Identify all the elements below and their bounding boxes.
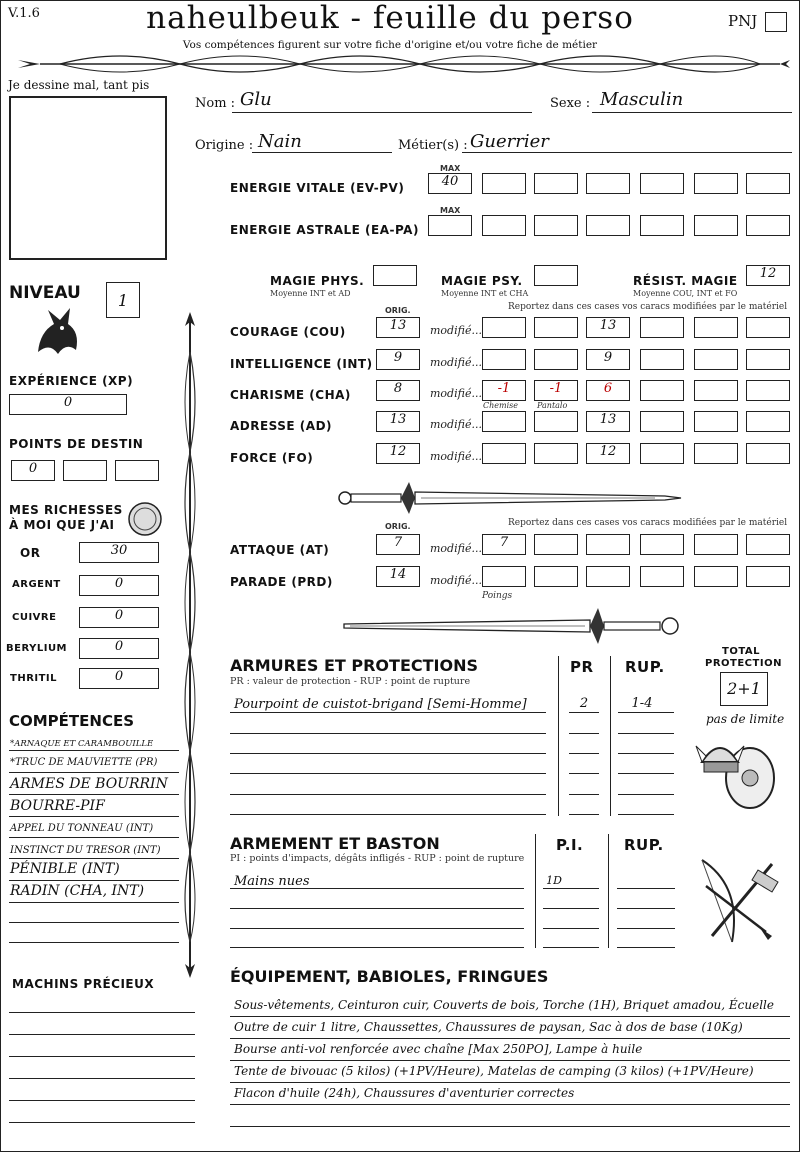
carac-m6-int[interactable]	[746, 349, 790, 370]
at-m2-box[interactable]	[534, 534, 578, 555]
nom-label: Nom :	[195, 96, 236, 111]
portrait-caption: Je dessine mal, tant pis	[8, 78, 150, 92]
poings-note: Poings	[482, 591, 513, 601]
carac-m5-int[interactable]	[694, 349, 738, 370]
caracs-note: Reportez dans ces cases vos caracs modifiées par le matériel	[508, 302, 788, 312]
sheet-subtitle: Vos compétences figurent sur votre fiche d'origine et/ou votre fiche de métier	[182, 39, 598, 51]
at-label: ATTAQUE (AT)	[230, 543, 330, 557]
thritil-box[interactable]: 0	[79, 668, 159, 689]
sword-icon	[335, 478, 685, 518]
prd-m4-box[interactable]	[640, 566, 684, 587]
armement-pi-line	[543, 928, 599, 929]
armure-rup-line	[618, 733, 674, 734]
armure-rup-line	[618, 794, 674, 795]
equipement-rule	[230, 1016, 790, 1017]
destin-label: POINTS DE DESTIN	[9, 437, 144, 451]
armure-row-line	[230, 712, 546, 713]
ev-box-4[interactable]	[586, 173, 630, 194]
xp-label: EXPÉRIENCE (XP)	[9, 374, 134, 388]
niveau-box[interactable]: 1	[106, 282, 140, 318]
carac-label-ad: ADRESSE (AD)	[230, 419, 333, 433]
carac-m5-cou[interactable]	[694, 317, 738, 338]
ea-box-6[interactable]	[694, 215, 738, 236]
competence-line	[9, 816, 179, 817]
ev-box-2[interactable]	[482, 173, 526, 194]
carac-m5-ad[interactable]	[694, 411, 738, 432]
combat-note: Reportez dans ces cases vos caracs modifiées par le matériel	[508, 518, 788, 528]
prd-m3-box[interactable]	[586, 566, 630, 587]
dragon-emblem-icon	[30, 302, 86, 360]
carac-m3-cha[interactable]: 6	[586, 380, 630, 401]
armement-row-line	[230, 908, 524, 909]
carac-m3-int[interactable]: 9	[586, 349, 630, 370]
carac-modif-fo: modifié...	[430, 450, 482, 463]
ea-box-2[interactable]	[482, 215, 526, 236]
resist-magie-note: Moyenne COU, INT et FO	[633, 289, 738, 298]
armure-pr-line	[569, 773, 599, 774]
cuivre-label: CUIVRE	[12, 612, 57, 623]
carac-orig-cha[interactable]: 8	[376, 380, 420, 401]
armement-title: ARMEMENT ET BASTON	[230, 834, 440, 853]
equipement-rule	[230, 1126, 790, 1127]
machins-line	[9, 1012, 195, 1013]
at-m1-box[interactable]: 7	[482, 534, 526, 555]
equipement-rule	[230, 1082, 790, 1083]
carac-m3-fo[interactable]: 12	[586, 443, 630, 464]
competence-item: *TRUC DE MAUVIETTE (PR)	[10, 757, 158, 768]
competence-item: BOURRE-PIF	[10, 798, 105, 814]
total-protection-label-1: TOTAL	[722, 646, 760, 657]
origine-label: Origine :	[195, 138, 254, 153]
carac-m2-cha[interactable]: -1	[534, 380, 578, 401]
equipement-rule	[230, 1038, 790, 1039]
machins-line	[9, 1122, 195, 1123]
prd-m2-box[interactable]	[534, 566, 578, 587]
at-orig-box[interactable]: 7	[376, 534, 420, 555]
xp-box[interactable]: 0	[9, 394, 127, 415]
competence-line	[9, 858, 179, 859]
competence-line	[9, 837, 179, 838]
competence-line	[9, 772, 179, 773]
armure-item-rup[interactable]: 1-4	[631, 696, 653, 711]
armure-item[interactable]: Pourpoint de cuistot-brigand [Semi-Homme]	[234, 697, 527, 712]
carac-m1-ad[interactable]	[482, 411, 526, 432]
armement-rup-header: RUP.	[624, 836, 664, 854]
armure-pr-line	[569, 794, 599, 795]
carac-m6-cou[interactable]	[746, 317, 790, 338]
carac-m1-int[interactable]	[482, 349, 526, 370]
armement-row-line	[230, 947, 524, 948]
cha-note-pantalo: Pantalo	[537, 401, 568, 410]
armement-item[interactable]: Mains nues	[234, 874, 310, 889]
prd-modif-label: modifié...	[430, 574, 482, 587]
armement-rup-line	[617, 908, 675, 909]
at-m5-box[interactable]	[694, 534, 738, 555]
argent-box[interactable]: 0	[79, 575, 159, 596]
ea-box-5[interactable]	[640, 215, 684, 236]
sexe-label: Sexe :	[550, 96, 591, 111]
berylium-box[interactable]: 0	[79, 638, 159, 659]
armement-rup-line	[617, 888, 675, 889]
ea-box-4[interactable]	[586, 215, 630, 236]
equipement-line-text[interactable]: Tente de bivouac (5 kilos) (+1PV/Heure), Matelas de camping (3 kilos) (+1PV/Heure)	[234, 1064, 754, 1078]
resist-magie-label: RÉSIST. MAGIE	[633, 274, 738, 288]
combat-orig-label: ORIG.	[385, 522, 411, 531]
magie-psy-label: MAGIE PSY.	[441, 274, 523, 288]
carac-m2-int[interactable]	[534, 349, 578, 370]
magie-phys-label: MAGIE PHYS.	[270, 274, 365, 288]
ev-max-label: MAX	[440, 164, 461, 173]
armure-row-line	[230, 733, 546, 734]
carac-m6-fo[interactable]	[746, 443, 790, 464]
carac-orig-ad[interactable]: 13	[376, 411, 420, 432]
equipement-rule	[230, 1060, 790, 1061]
version-label: V.1.6	[8, 6, 40, 21]
spear-divider-decoration	[178, 312, 202, 978]
cuivre-box[interactable]: 0	[79, 607, 159, 628]
origine-value[interactable]: Nain	[258, 131, 302, 152]
armement-pi-line	[543, 908, 599, 909]
berylium-label: BERYLIUM	[6, 643, 68, 654]
armure-pr-line	[569, 753, 599, 754]
total-protection-box[interactable]: 2+1	[720, 672, 768, 706]
armures-subtitle: PR : valeur de protection - RUP : point de rupture	[230, 676, 471, 687]
destin-box-2[interactable]	[63, 460, 107, 481]
machins-line	[9, 1056, 195, 1057]
competence-item: APPEL DU TONNEAU (INT)	[10, 823, 154, 834]
armure-rup-line	[618, 814, 674, 815]
caracs-orig-label: ORIG.	[385, 306, 411, 315]
armure-row-line	[230, 814, 546, 815]
magie-phys-box[interactable]	[373, 265, 417, 286]
at-modif-label: modifié...	[430, 542, 482, 555]
carac-m6-cha[interactable]	[746, 380, 790, 401]
richesses-label-1: MES RICHESSES	[9, 503, 123, 517]
at-m4-box[interactable]	[640, 534, 684, 555]
armement-pi-line	[543, 947, 599, 948]
competence-line	[9, 902, 179, 903]
carac-m2-fo[interactable]	[534, 443, 578, 464]
carac-m6-ad[interactable]	[746, 411, 790, 432]
thritil-label: THRITIL	[10, 673, 58, 684]
carac-label-cha: CHARISME (CHA)	[230, 388, 351, 402]
armure-rup-line	[618, 773, 674, 774]
sword-icon	[340, 606, 685, 646]
prd-m1-box[interactable]	[482, 566, 526, 587]
ev-box-3[interactable]	[534, 173, 578, 194]
carac-orig-int[interactable]: 9	[376, 349, 420, 370]
competences-title: COMPÉTENCES	[9, 712, 135, 730]
armement-item-pi[interactable]: 1D	[546, 874, 562, 887]
portrait-frame[interactable]	[9, 96, 167, 260]
cha-note-chemise: Chemise	[483, 401, 518, 410]
competence-item: INSTINCT DU TRESOR (INT)	[10, 845, 161, 856]
ea-box-7[interactable]	[746, 215, 790, 236]
ea-max-box[interactable]	[428, 215, 472, 236]
competence-item: RADIN (CHA, INT)	[10, 883, 145, 899]
carac-modif-cou: modifié...	[430, 324, 482, 337]
carac-m4-ad[interactable]	[640, 411, 684, 432]
nom-underline	[232, 112, 532, 113]
metier-label: Métier(s) :	[398, 138, 468, 153]
argent-label: ARGENT	[12, 579, 61, 590]
niveau-label: NIVEAU	[9, 283, 81, 303]
prd-label: PARADE (PRD)	[230, 575, 333, 589]
armement-col-divider	[535, 834, 536, 948]
armure-pr-line	[569, 814, 599, 815]
competence-line	[9, 880, 179, 881]
armement-rup-line	[617, 928, 675, 929]
armure-pr-line	[569, 733, 599, 734]
carac-m4-int[interactable]	[640, 349, 684, 370]
sheet-title: naheulbeuk - feuille du perso	[146, 0, 634, 36]
carac-modif-cha: modifié...	[430, 387, 482, 400]
machins-title: MACHINS PRÉCIEUX	[12, 977, 155, 991]
armure-pr-line	[569, 712, 599, 713]
pnj-checkbox[interactable]	[765, 12, 787, 32]
carac-m5-cha[interactable]	[694, 380, 738, 401]
armures-pr-header: PR	[570, 658, 594, 676]
carac-m5-fo[interactable]	[694, 443, 738, 464]
carac-m2-cou[interactable]	[534, 317, 578, 338]
armement-pi-header: P.I.	[556, 836, 584, 854]
equipement-line-text[interactable]: Bourse anti-vol renforcée avec chaîne [Max 250PO], Lampe à huile	[234, 1042, 643, 1056]
ev-max-box[interactable]: 40	[428, 173, 472, 194]
carac-m1-cha[interactable]: -1	[482, 380, 526, 401]
carac-m4-cou[interactable]	[640, 317, 684, 338]
origine-underline	[252, 152, 392, 153]
at-m3-box[interactable]	[586, 534, 630, 555]
magie-psy-box[interactable]	[534, 265, 578, 286]
ea-label: ENERGIE ASTRALE (EA-PA)	[230, 223, 419, 237]
nom-value[interactable]: Glu	[240, 89, 272, 110]
prd-m6-box[interactable]	[746, 566, 790, 587]
machins-line	[9, 1034, 195, 1035]
ev-label: ENERGIE VITALE (EV-PV)	[230, 181, 405, 195]
carac-orig-fo[interactable]: 12	[376, 443, 420, 464]
or-box[interactable]: 30	[79, 542, 159, 563]
armures-col-divider	[610, 656, 611, 816]
competence-line	[9, 942, 179, 943]
armure-rup-line	[618, 753, 674, 754]
armement-col-divider	[608, 834, 609, 948]
carac-orig-cou[interactable]: 13	[376, 317, 420, 338]
machins-line	[9, 1078, 195, 1079]
competence-item: *ARNAQUE ET CARAMBOUILLE	[10, 739, 154, 749]
equipement-title: ÉQUIPEMENT, BABIOLES, FRINGUES	[230, 967, 549, 986]
carac-m1-cou[interactable]	[482, 317, 526, 338]
ev-box-6[interactable]	[694, 173, 738, 194]
destin-box-1[interactable]: 0	[11, 460, 55, 481]
carac-m4-fo[interactable]	[640, 443, 684, 464]
machins-line	[9, 1100, 195, 1101]
carac-m2-ad[interactable]	[534, 411, 578, 432]
competence-line	[9, 922, 179, 923]
competence-item: PÉNIBLE (INT)	[10, 861, 120, 877]
magie-phys-note: Moyenne INT et AD	[270, 289, 351, 298]
sexe-underline	[592, 112, 792, 113]
ea-box-3[interactable]	[534, 215, 578, 236]
destin-box-3[interactable]	[115, 460, 159, 481]
ev-box-7[interactable]	[746, 173, 790, 194]
equipement-line-text[interactable]: Sous-vêtements, Ceinturon cuir, Couverts de bois, Torche (1H), Briquet amadou, Écuelle	[234, 998, 774, 1012]
carac-label-int: INTELLIGENCE (INT)	[230, 357, 373, 371]
ea-max-label: MAX	[440, 206, 461, 215]
metier-value[interactable]: Guerrier	[470, 131, 549, 152]
equipement-line-text[interactable]: Outre de cuir 1 litre, Chaussettes, Chaussures de paysan, Sac à dos de base (10Kg)	[234, 1020, 743, 1034]
pas-de-limite-note: pas de limite	[706, 712, 785, 726]
armures-title: ARMURES ET PROTECTIONS	[230, 656, 478, 675]
at-m6-box[interactable]	[746, 534, 790, 555]
competence-line	[9, 750, 179, 751]
helmet-shield-icon	[694, 726, 780, 812]
prd-orig-box[interactable]: 14	[376, 566, 420, 587]
sexe-value[interactable]: Masculin	[600, 89, 684, 110]
carac-modif-ad: modifié...	[430, 418, 482, 431]
carac-label-fo: FORCE (FO)	[230, 451, 314, 465]
equipement-line-text[interactable]: Flacon d'huile (24h), Chaussures d'aventurier correctes	[234, 1086, 575, 1100]
armement-subtitle: PI : points d'impacts, dégâts infligés - RUP : point de rupture	[230, 853, 525, 864]
magie-psy-note: Moyenne INT et CHA	[441, 289, 529, 298]
carac-label-cou: COURAGE (COU)	[230, 325, 346, 339]
armure-row-line	[230, 773, 546, 774]
armure-row-line	[230, 753, 546, 754]
coin-icon	[127, 501, 163, 537]
armures-rup-header: RUP.	[625, 658, 665, 676]
armure-rup-line	[618, 712, 674, 713]
armures-col-divider	[558, 656, 559, 816]
equipement-rule	[230, 1104, 790, 1105]
crossed-weapons-icon	[692, 856, 784, 948]
pnj-label: PNJ	[728, 12, 758, 30]
carac-m3-cou[interactable]: 13	[586, 317, 630, 338]
carac-m4-cha[interactable]	[640, 380, 684, 401]
ev-box-5[interactable]	[640, 173, 684, 194]
carac-m1-fo[interactable]	[482, 443, 526, 464]
competence-line	[9, 794, 179, 795]
armement-row-line	[230, 928, 524, 929]
armement-row-line	[230, 888, 524, 889]
richesses-label-2: À MOI QUE J'AI	[9, 518, 115, 532]
armure-row-line	[230, 794, 546, 795]
armement-pi-line	[543, 888, 599, 889]
competence-item: ARMES DE BOURRIN	[10, 776, 168, 792]
or-label: OR	[20, 546, 41, 560]
prd-m5-box[interactable]	[694, 566, 738, 587]
carac-m3-ad[interactable]: 13	[586, 411, 630, 432]
resist-magie-box[interactable]: 12	[746, 265, 790, 286]
carac-modif-int: modifié...	[430, 356, 482, 369]
armure-item-pr[interactable]: 2	[579, 696, 589, 711]
metier-underline	[462, 152, 792, 153]
armement-rup-line	[617, 947, 675, 948]
total-protection-label-2: PROTECTION	[705, 658, 782, 669]
